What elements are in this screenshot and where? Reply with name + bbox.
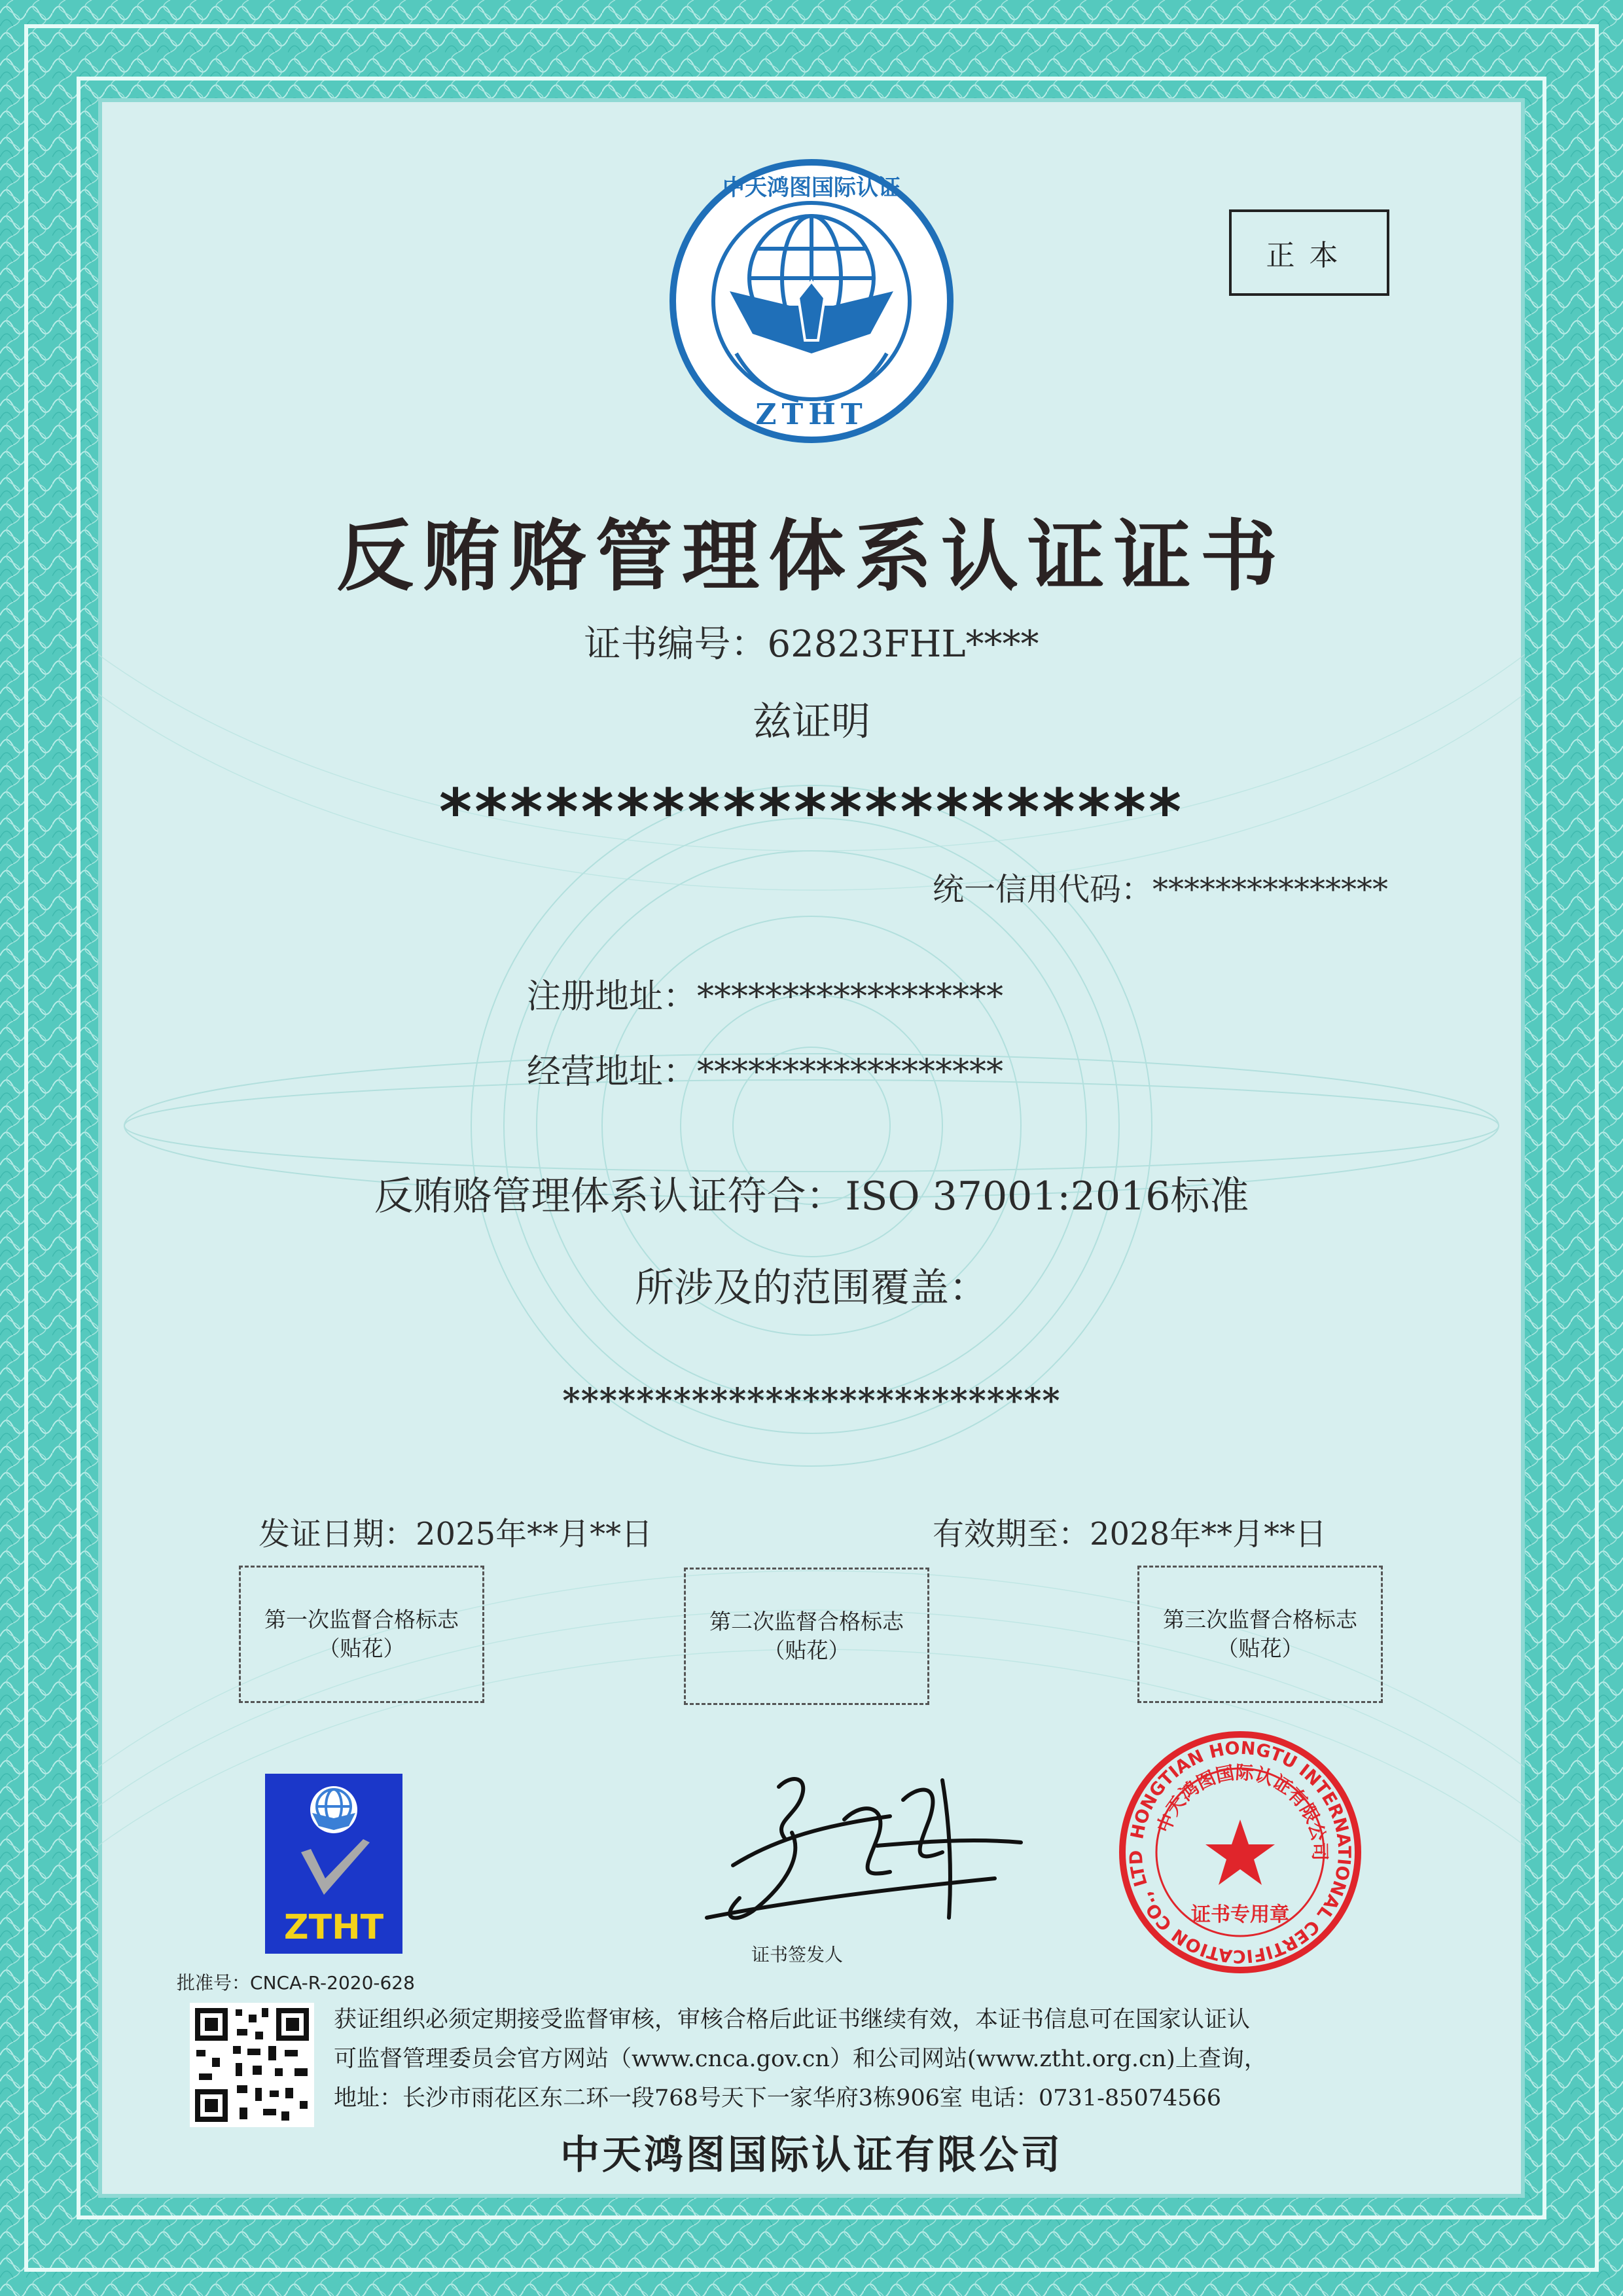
certify-text: 兹证明 <box>753 699 870 745</box>
issue-date-label: 发证日期： <box>259 1516 416 1552</box>
notice-line-1: 获证组织必须定期接受监督审核，审核合格后此证书继续有效，本证书信息可在国家认证认 <box>334 2007 1251 2033</box>
issuing-company-name: 中天鸿图国际认证有限公司 <box>560 2132 1063 2178</box>
business-address-label: 经营地址： <box>527 1052 698 1092</box>
approval-label: 批准号： <box>177 1972 251 1994</box>
credit-code-label: 统一信用代码： <box>933 871 1153 908</box>
emblem-ring-text: 中天鸿图国际认证 <box>722 175 901 201</box>
approval-row <box>177 1969 415 1995</box>
credit-code-row <box>933 864 1388 909</box>
certificate-number-row <box>0 615 1623 668</box>
business-address: ****************** <box>697 1052 1004 1092</box>
supervision-box-note: （贴花） <box>1217 1636 1304 1661</box>
registered-address: ****************** <box>697 977 1004 1016</box>
registered-address-row <box>527 969 1003 1018</box>
valid-until-label: 有效期至： <box>933 1516 1090 1552</box>
certificate-title: 反贿赂管理体系认证证书 <box>336 511 1287 601</box>
approval-number: CNCA-R-2020-628 <box>250 1972 415 1994</box>
supervision-box-2 <box>684 1568 929 1705</box>
standard-statement: 反贿赂管理体系认证符合：ISO 37001:2016标准 <box>374 1174 1249 1219</box>
certificate-number: 62823FHL**** <box>767 623 1039 666</box>
ztht-mark-logo <box>265 1774 402 1954</box>
holder-name: ********************* <box>438 776 1185 849</box>
seal-center-text: 证书专用章 <box>1191 1903 1289 1926</box>
certificate-number-label: 证书编号： <box>584 623 768 666</box>
supervision-box-title: 第三次监督合格标志 <box>1163 1607 1357 1632</box>
supervision-box-1 <box>239 1566 484 1703</box>
notice-line-3: 地址：长沙市雨花区东二环一段768号天下一家华府3栋906室 电话：0731-85074566 <box>334 2085 1222 2111</box>
supervision-box-3 <box>1137 1566 1383 1703</box>
seal-english-ring-text: HONGTIAN HONGTU INTERNATIONAL CERTIFICATION CO., LTD <box>1126 1738 1355 1967</box>
valid-until: 2028年**月**日 <box>1090 1516 1327 1552</box>
signatory-label: 证书签发人 <box>751 1944 844 1965</box>
supervision-box-title: 第二次监督合格标志 <box>709 1609 904 1634</box>
supervision-box-note: （贴花） <box>318 1636 405 1661</box>
notice-line-2: 可监督管理委员会官方网站（www.cnca.gov.cn）和公司网站(www.ztht.org.cn)上查询， <box>334 2046 1267 2072</box>
supervision-box-note: （贴花） <box>763 1638 850 1663</box>
ztht-emblem <box>668 157 955 445</box>
qr-code <box>190 2003 314 2127</box>
company-seal <box>1116 1728 1364 1977</box>
signature <box>694 1761 1047 1937</box>
seal-star-icon <box>1205 1820 1275 1885</box>
scope-label: 所涉及的范围覆盖： <box>635 1265 988 1311</box>
emblem-brand-text: ZTHT <box>755 398 868 431</box>
credit-code: *************** <box>1152 871 1389 908</box>
business-address-row <box>527 1044 1003 1093</box>
seal-chinese-ring-text: 中天鸿图国际认证有限公司 <box>1152 1761 1331 1861</box>
issue-date-row <box>259 1509 652 1554</box>
valid-until-row <box>933 1509 1327 1554</box>
ztht-logo-text: ZTHT <box>283 1908 384 1947</box>
registered-address-label: 注册地址： <box>527 977 698 1016</box>
scope-value: *************************** <box>562 1381 1061 1421</box>
issue-date: 2025年**月**日 <box>416 1516 653 1552</box>
supervision-box-title: 第一次监督合格标志 <box>264 1607 459 1632</box>
original-copy-badge: 正本 <box>1229 209 1389 296</box>
